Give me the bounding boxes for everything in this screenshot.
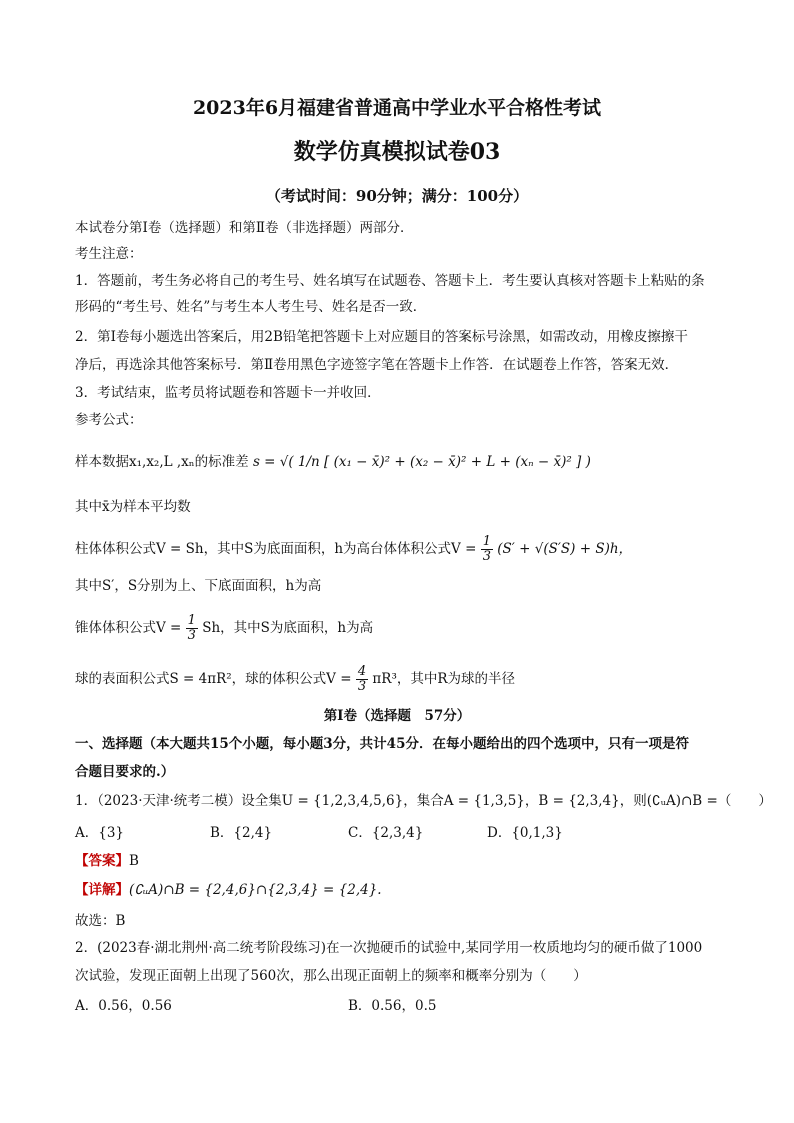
notice-1a: 1．答题前，考生务必将自己的考生号、姓名填写在试题卷、答题卡上．考生要认真核对答题卡上粘贴的条: [75, 273, 705, 289]
q1-answer: [75, 851, 724, 871]
formula-mean: 其中x̄为样本平均数: [75, 499, 191, 515]
detail-text: (∁ᵤA)∩B = {2,4,6}∩{2,3,4} = {2,4}.: [129, 882, 382, 898]
intro-text: 本试卷分第Ⅰ卷（选择题）和第Ⅱ卷（非选择题）两部分．: [75, 220, 414, 236]
notice-2b: 净后，再选涂其他答案标号．第Ⅱ卷用黑色字迹签字笔在答题卡上作答．在试题卷上作答，答案无效．: [75, 357, 679, 373]
detail-label: 【详解】: [75, 882, 129, 898]
q1-option-b: B．{2,4}: [210, 825, 273, 841]
q2-stem-b: 次试验，发现正面朝上出现了560次，那么出现正面朝上的频率和概率分别为（ ）: [75, 968, 587, 984]
q2-option-a: A．0.56，0.56: [75, 998, 172, 1014]
formula-frustum-expression: (S′ + √(S′S) + S)h，: [497, 541, 633, 557]
formula-sphere-suffix: πR³，其中R为球的半径: [372, 671, 516, 687]
q1-detail: [75, 880, 724, 900]
answer-value: B: [129, 853, 139, 869]
exam-subtitle: 数学仿真模拟试卷03: [293, 139, 501, 165]
exam-title: 2023年6月福建省普通高中学业水平合格性考试: [192, 97, 602, 119]
q2-option-b: B．0.56，0.5: [348, 998, 437, 1014]
notice-1b: 形码的“考生号、姓名”与考生本人考生号、姓名是否一致．: [75, 299, 427, 315]
fraction-four-thirds: $\frac{4}{3}$: [357, 664, 367, 694]
q1-option-d: D．{0,1,3}: [487, 825, 563, 841]
notice-title: 考生注意：: [75, 246, 143, 262]
formula-cone-prefix: 锥体体积公式V =: [75, 620, 182, 636]
notice-3: 3．考试结束，监考员将试题卷和答题卡一并收回．: [75, 385, 381, 401]
q1-option-a: A．{3}: [75, 825, 125, 841]
section1-heading-b: 合题目要求的.）: [75, 764, 175, 780]
q1-option-c: C．{2,3,4}: [348, 825, 424, 841]
formula-sphere: [75, 665, 724, 694]
answer-label: 【答案】: [75, 853, 129, 869]
section1-heading-a: 一、选择题（本大题共15个小题，每小题3分，共计45分．在每小题给出的四个选项中，只有一项是符: [75, 736, 689, 752]
fraction-one-third-cone: $\frac{1}{3}$: [187, 613, 196, 643]
formula-std-expression: s = √( 1/n [ (x₁ − x̄)² + (x₂ − x̄)² + L + (xₙ − x̄)² ] ): [252, 454, 591, 470]
q2-stem-a: 2．(2023春·湖北荆州·高二统考阶段练习)在一次抛硬币的试验中,某同学用一枚质地均匀的硬币做了1000: [75, 940, 703, 956]
part1-title: 第Ⅰ卷（选择题 57分）: [323, 708, 471, 724]
q1-choice: 故选：B: [75, 913, 126, 929]
fraction-one-third: $\frac{1}{3}$: [482, 534, 491, 564]
formula-prism-note: 其中S′，S分别为上、下底面面积，h为高: [75, 578, 322, 594]
formula-std-prefix: 样本数据x₁,x₂,L ,xₙ的标准差: [75, 454, 249, 470]
exam-info: （考试时间：90分钟；满分：100分）: [265, 187, 529, 205]
formula-std: [75, 452, 724, 472]
notice-2a: 2．第Ⅰ卷每小题选出答案后，用2B铅笔把答题卡上对应题目的答案标号涂黑，如需改动，用橡皮擦擦干: [75, 329, 688, 345]
formula-cone-suffix: Sh，其中S为底面积，h为高: [202, 620, 374, 636]
formula-prism-text: 柱体体积公式V = Sh，其中S为底面面积，h为高台体体积公式V =: [75, 541, 477, 557]
formula-prism: [75, 535, 724, 564]
formula-sphere-prefix: 球的表面积公式S = 4πR²，球的体积公式V =: [75, 671, 352, 687]
q1-stem: 1．（2023·天津·统考二模）设全集U = {1,2,3,4,5,6}，集合A = {1,3,5}，B = {2,3,4}，则(∁ᵤA)∩B =（ ）: [75, 793, 772, 809]
formula-title: 参考公式：: [75, 412, 143, 428]
formula-cone: [75, 614, 724, 643]
